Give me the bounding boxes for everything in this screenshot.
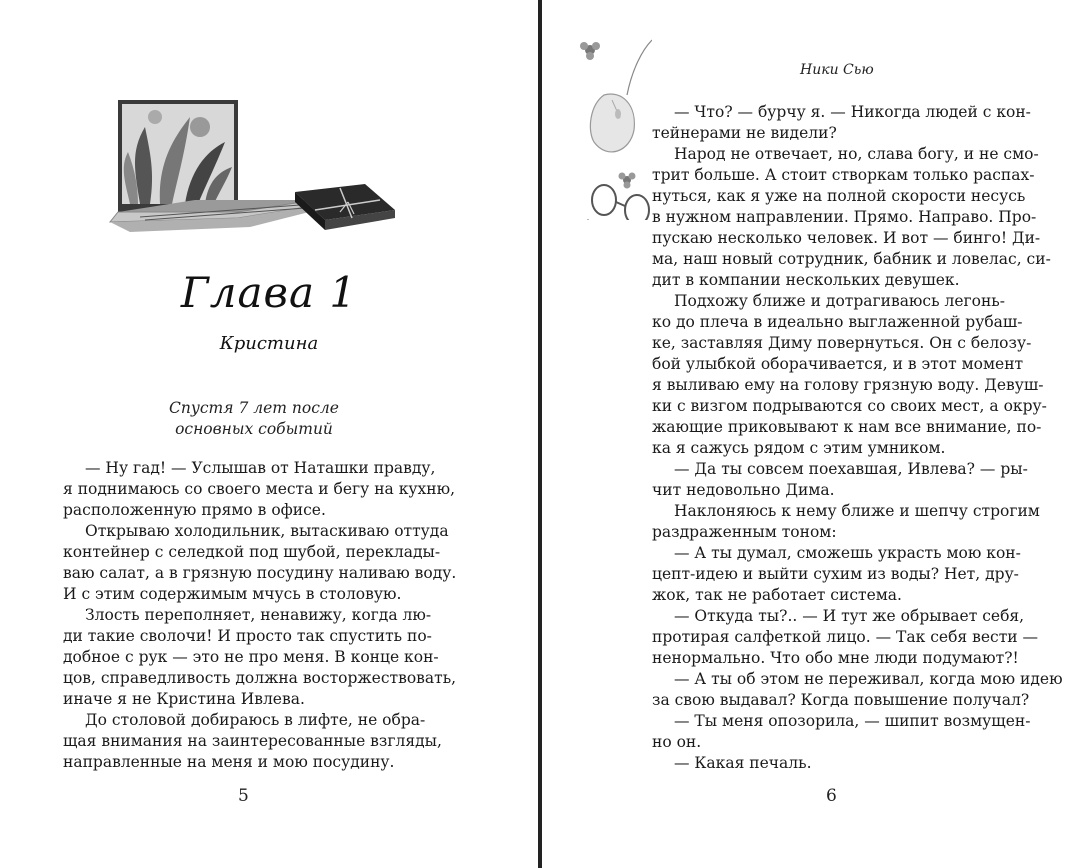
text-line: цепт-идею и выйти сухим из воды? Нет, дру- <box>652 565 1019 583</box>
text-line: но он. <box>652 733 702 751</box>
right-body-text <box>652 102 1063 774</box>
text-line: — Что? — бурчу я. — Никогда людей с кон- <box>674 103 1031 121</box>
text-line: протирая салфеткой лицо. — Так себя вести — <box>652 628 1039 646</box>
plants-icon <box>118 100 238 212</box>
text-line: щая внимания на заинтересованные взгляды, <box>63 732 442 750</box>
left-body-text <box>63 458 457 773</box>
flower-icon <box>580 42 600 60</box>
page-number-left: 5 <box>238 786 249 806</box>
text-line: в нужном направлении. Прямо. Направо. Про- <box>652 208 1037 226</box>
text-line: — Ну гад! — Услышав от Наташки правду, <box>85 459 436 477</box>
text-line: нуться, как я уже на полной скорости несусь <box>652 187 1026 205</box>
text-line: чит недовольно Дима. <box>652 481 835 499</box>
text-line: жок, так не работает система. <box>652 586 902 604</box>
page-number-right: 6 <box>826 786 837 806</box>
text-line: иначе я не Кристина Ивлева. <box>63 690 305 708</box>
text-line: ма, наш новый сотрудник, бабник и ловелас, си- <box>652 250 1051 268</box>
text-line: я поднимаюсь со своего места и бегу на кухню, <box>63 480 456 498</box>
text-line: дит в компании нескольких девушек. <box>652 271 960 289</box>
text-line: ваю салат, а в грязную посудину наливаю воду. <box>63 564 457 582</box>
chapter-subtitle: Кристина <box>219 333 319 354</box>
text-line: я выливаю ему на голову грязную воду. Девуш- <box>652 376 1044 394</box>
text-line: раздраженным тоном: <box>652 523 837 541</box>
text-line: ка я сажусь рядом с этим умником. <box>652 439 946 457</box>
text-line: — Ты меня опозорила, — шипит возмущен- <box>674 712 1031 730</box>
left-page <box>0 0 538 868</box>
text-line: трит больше. А стоит створкам только распах- <box>652 166 1035 184</box>
text-line: — А ты думал, сможешь украсть мою кон- <box>674 544 1021 562</box>
mouse-glasses-illustration <box>542 30 652 220</box>
text-line: — А ты об этом не переживал, когда мою идею <box>674 670 1063 688</box>
text-line: До столовой добираюсь в лифте, не обра- <box>85 711 426 729</box>
text-line: контейнер с селедкой под шубой, переклады- <box>63 543 441 561</box>
glasses-icon <box>592 185 649 220</box>
text-line: Подхожу ближе и дотрагиваюсь легонь- <box>674 292 1005 310</box>
epigraph-line: основных событий <box>175 420 333 438</box>
text-line: направленные на меня и мою посудину. <box>63 753 395 771</box>
text-line: расположенную прямо в офисе. <box>63 501 326 519</box>
text-line: пускаю несколько человек. И вот — бинго! Ди- <box>652 229 1041 247</box>
epigraph-line: Спустя 7 лет после <box>169 399 339 417</box>
flower-icon <box>619 173 636 189</box>
text-line: ненормально. Что обо мне люди подумают?! <box>652 649 1019 667</box>
text-line: ди такие сволочи! И просто так спустить по- <box>63 627 432 645</box>
text-line: Наклоняюсь к нему ближе и шепчу строгим <box>674 502 1040 520</box>
text-line: добное с рук — это не про меня. В конце кон- <box>63 648 439 666</box>
text-line: И с этим содержимым мчусь в столовую. <box>63 585 402 603</box>
text-line: ки с визгом подрываются со своих мест, а окру- <box>652 397 1047 415</box>
laptop-notebook-illustration <box>100 72 410 252</box>
text-line: — Откуда ты?.. — И тут же обрывает себя, <box>674 607 1025 625</box>
text-line: Злость переполняет, ненавижу, когда лю- <box>85 606 432 624</box>
text-line: — Какая печаль. <box>674 754 812 772</box>
text-line: бой улыбкой оборачивается, и в этот момент <box>652 355 1024 373</box>
running-head: Ники Сью <box>800 62 874 78</box>
text-line: Открываю холодильник, вытаскиваю оттуда <box>85 522 449 540</box>
text-line: — Да ты совсем поехавшая, Ивлева? — ры- <box>674 460 1028 478</box>
notebook-icon <box>295 184 395 230</box>
computer-mouse-icon <box>590 94 634 152</box>
text-line: цов, справедливость должна восторжествовать, <box>63 669 457 687</box>
text-line: жающие приковывают к нам все внимание, по- <box>652 418 1042 436</box>
text-line: Народ не отвечает, но, слава богу, и не смо- <box>674 145 1039 163</box>
text-line: ке, заставляя Диму повернуться. Он с белозу- <box>652 334 1032 352</box>
epigraph <box>0 398 508 440</box>
text-line: за свою выдавал? Когда повышение получал? <box>652 691 1030 709</box>
text-line: тейнерами не видели? <box>652 124 837 142</box>
text-line: ко до плеча в идеально выглаженной рубаш- <box>652 313 1023 331</box>
chapter-title: Глава 1 <box>180 268 358 317</box>
